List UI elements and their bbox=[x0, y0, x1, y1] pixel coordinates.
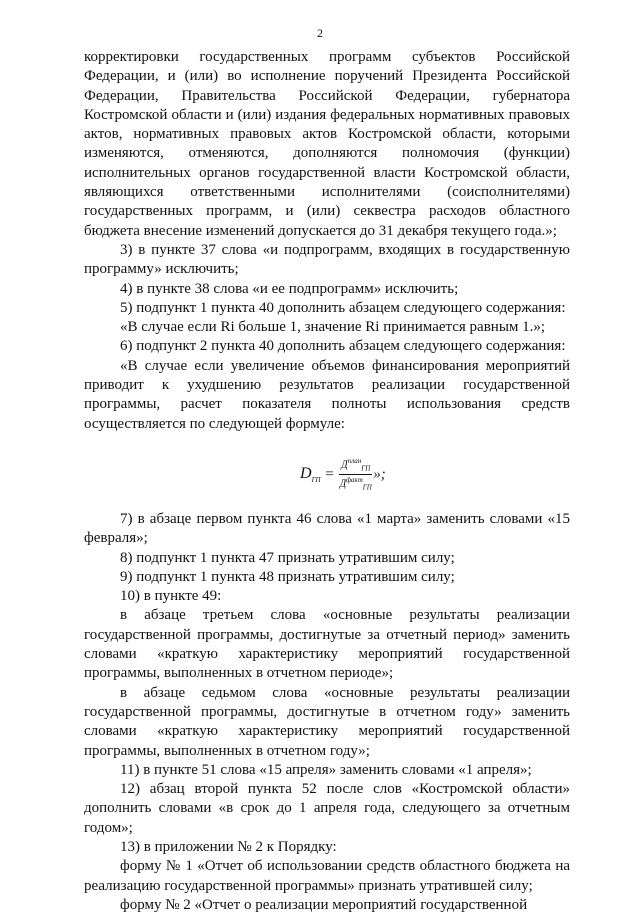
paragraph: 12) абзац второй пункта 52 после слов «Костромской области» дополнить словами «в срок до 1 апреля года, следующего за отчетным годом»; bbox=[84, 781, 570, 836]
formula-fraction bbox=[339, 456, 372, 494]
paragraph: 3) в пункте 37 слова «и подпрограмм, входящих в государственную программу» исключить; bbox=[84, 241, 570, 278]
formula-tail: »; bbox=[373, 466, 386, 483]
paragraph: 8) подпункт 1 пункта 47 признать утратившим силу; bbox=[120, 549, 455, 566]
paragraph: 6) подпункт 2 пункта 40 дополнить абзацем следующего содержания: bbox=[120, 338, 566, 355]
paragraph: в абзаце седьмом слова «основные результаты реализации государственной программы, достигнутые в отчетном году» заменить словами «краткую характеристику мероприятий государственной программы, выполненных в отчетном году»; bbox=[84, 684, 570, 759]
body-bottom bbox=[84, 510, 570, 915]
formula-block bbox=[84, 434, 570, 510]
formula-equals: = bbox=[324, 466, 335, 483]
paragraph: 9) подпункт 1 пункта 48 признать утратившим силу; bbox=[120, 568, 455, 585]
paragraph: «В случае если Ri больше 1, значение Ri принимается равным 1.»; bbox=[120, 319, 546, 336]
body-top bbox=[84, 48, 570, 434]
paragraph: 11) в пункте 51 слова «15 апреля» заменить словами «1 апреля»; bbox=[120, 761, 532, 778]
paragraph: корректировки государственных программ субъектов Российской Федерации, и (или) во исполнение поручений Президента Российской Федерации, Правительства Российской Федерации, губернатора Костромской области и (или) издания федеральных нормативных правовых актов, нормативных правовых актов Костромской области, которыми изменяются, отменяются, дополняются полномочия (функции) исполнительных органов государственной власти Костромской области, являющихся ответственными исполнителями (соисполнителями) государственных программ, и (или) секвестра расходов областного бюджета внесение изменений допускается до 31 декабря текущего года.»; bbox=[84, 49, 570, 239]
formula bbox=[300, 456, 386, 494]
paragraph: в абзаце третьем слова «основные результаты реализации государственной программы, достигнутые за отчетный период» заменить словами «краткую характеристику мероприятий государственной программы, выполненных в отчетном периоде»; bbox=[84, 607, 570, 682]
formula-numerator: $Д^{план}_{ГП}$ bbox=[339, 456, 372, 475]
paragraph: 13) в приложении № 2 к Порядку: bbox=[120, 838, 337, 855]
document-body bbox=[84, 48, 570, 915]
paragraph: форму № 2 «Отчет о реализации мероприятий государственной bbox=[120, 896, 528, 913]
paragraph: форму № 1 «Отчет об использовании средств областного бюджета на реализацию государственной программы» признать утратившей силу; bbox=[84, 858, 570, 894]
paragraph: 10) в пункте 49: bbox=[120, 588, 222, 605]
paragraph: 7) в абзаце первом пункта 46 слова «1 марта» заменить словами «15 февраля»; bbox=[84, 510, 570, 547]
paragraph: 4) в пункте 38 слова «и ее подпрограмм» исключить; bbox=[120, 280, 459, 297]
paragraph: «В случае если увеличение объемов финансирования мероприятий приводит к ухудшению результатов реализации государственной программы, расчет показателя полноты использования средств осуществляется по следующей формуле: bbox=[84, 357, 570, 432]
page-number: 2 bbox=[317, 26, 323, 40]
formula-lhs: $D_{ГП}$ bbox=[300, 465, 321, 485]
formula-denominator: $Д^{факт}_{ГП}$ bbox=[339, 476, 372, 492]
paragraph: 5) подпункт 1 пункта 40 дополнить абзацем следующего содержания: bbox=[120, 299, 566, 316]
